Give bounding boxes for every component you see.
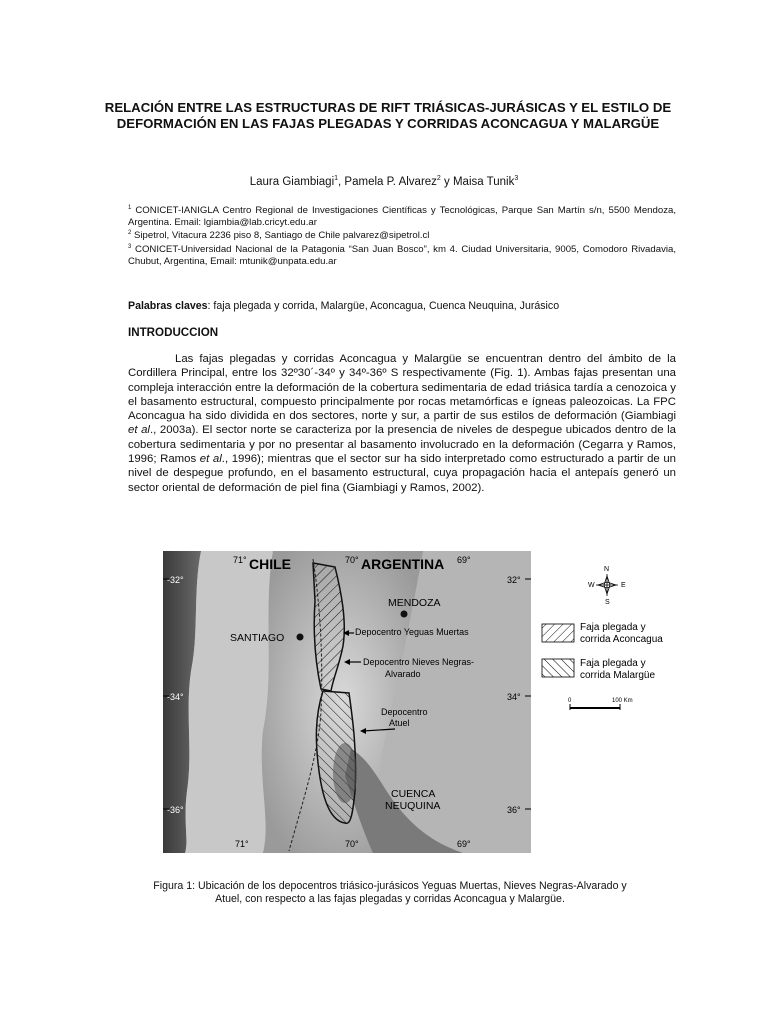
section-heading: INTRODUCCION — [128, 326, 219, 339]
map-legend — [540, 562, 690, 722]
country-label: CHILE — [249, 556, 291, 572]
city-label: MENDOZA — [388, 597, 441, 609]
author-name: y Maisa Tunik — [440, 175, 515, 188]
lat-label: -36° — [167, 805, 184, 815]
affiliation-1: $^1$ CONICET-IANIGLA Centro Regional de Investigaciones Científicas y Tecnológicas, Parque San Martín s/n, 5500 Mendoza, Argentina. Email: lgiambia@lab.cricyt.edu.ar — [128, 205, 676, 228]
compass-east: E — [621, 582, 626, 589]
figure-caption: Figura 1: Ubicación de los depocentros triásico-jurásicos Yeguas Muertas, Nieves Negras-Alvarado y Atuel, con respecto a las fajas plegadas y corridas Aconcagua y Malargüe. — [153, 880, 627, 905]
affiliation-marker: 3 — [514, 175, 519, 182]
author-list — [0, 175, 768, 188]
lon-label: 71° — [235, 839, 249, 849]
author-name: , Pamela P. Alvarez — [338, 175, 437, 188]
depocenter-label: Depocentro Yeguas Muertas — [355, 627, 469, 637]
depocenter-label: Depocentro Nieves Negras- — [363, 657, 475, 667]
lon-label: 71° — [233, 555, 247, 565]
scale-bar — [570, 704, 620, 710]
keywords — [128, 300, 676, 312]
lat-label: 36° — [507, 805, 521, 815]
legend-label: Faja plegada y — [580, 622, 646, 633]
legend-label: corrida Aconcagua — [580, 634, 663, 645]
keywords-text: : faja plegada y corrida, Malargüe, Aconcagua, Cuenca Neuquina, Jurásico — [207, 300, 560, 312]
legend-label: Faja plegada y — [580, 658, 646, 669]
city-label: SANTIAGO — [230, 632, 285, 644]
legend-swatch-malargue — [542, 659, 574, 677]
legend-label: corrida Malargüe — [580, 670, 656, 681]
location-map — [163, 551, 531, 853]
depocenter-label: Alvarado — [385, 669, 421, 679]
affiliation-marker: 2 — [436, 175, 441, 182]
depocenter-label: Depocentro — [381, 707, 428, 717]
keywords-label: Palabras claves — [128, 300, 208, 312]
lon-label: 70° — [345, 555, 359, 565]
country-label: ARGENTINA — [361, 556, 445, 572]
lon-label: 70° — [345, 839, 359, 849]
lat-label: 32° — [507, 575, 521, 585]
affiliation-2: $^2$ Sipetrol, Vitacura 2236 piso 8, Santiago de Chile palvarez@sipetrol.cl — [128, 230, 430, 242]
affiliation-3: $^3$ CONICET-Universidad Nacional de la Patagonia “San Juan Bosco”, km 4. Ciudad Universitaria, 9005, Comodoro Rivadavia, Chubut, Argentina, Email: mtunik@unpata.edu.ar — [128, 244, 676, 267]
compass-icon — [596, 574, 618, 596]
author-name: Laura Giambiagi — [249, 175, 335, 188]
compass-south: S — [605, 599, 610, 606]
lon-label: 69° — [457, 555, 471, 565]
legend-swatch-aconcagua — [542, 624, 574, 642]
depocenter-label: Atuel — [389, 718, 410, 728]
lat-label: -32° — [167, 575, 184, 585]
lon-label: 69° — [457, 839, 471, 849]
compass-north: N — [604, 566, 610, 573]
affiliations — [128, 203, 676, 268]
scale-label: 100 Km — [612, 698, 633, 704]
lat-label: 34° — [507, 692, 521, 702]
intro-paragraph: Las fajas plegadas y corridas Aconcagua y Malargüe se encuentran dentro del ámbito de la Cordillera Principal, entre los 32º30´-34º y 34º-36º S respectivamente (Fig. 1). Ambas fajas presentan una compleja interacción entre la deformación de la cobertura sedimentaria de edad triásica tardía a cenozoica y el basamento estructural, compuesto principalmente por rocas metamórficas e ígneas paleozoicas. La FPC Aconcagua ha sido dividida en dos sectores, norte y sur, a partir de sus estilos de deformación (Giambiagi et al., 2003a). El sector norte se caracteriza por la presencia de niveles de despegue ubicados dentro de la cobertura sedimentaria y por no presentar al basamento involucrado en la deformación (Cegarra y Ramos, 1996; Ramos et al., 1996); mientras que el sector sur ha sido interpretado como estructurado a partir de un nivel de despegue profundo, en el basamento estructural, cuya propagación hacia el antepaís generó un sector oriental de deformación de piel fina (Giambiagi y Ramos, 2002). — [128, 353, 677, 494]
basin-label: NEUQUINA — [385, 800, 441, 812]
paper-title: RELACIÓN ENTRE LAS ESTRUCTURAS DE RIFT TRIÁSICAS-JURÁSICAS Y EL ESTILO DE DEFORMACIÓN EN LAS FAJAS PLEGADAS Y CORRIDAS ACONCAGUA Y MALARGÜE — [104, 100, 672, 131]
compass-west: W — [588, 582, 595, 589]
affiliation-marker: 1 — [334, 175, 339, 182]
lat-label: -34° — [167, 692, 184, 702]
scale-label: 0 — [568, 698, 572, 704]
basin-label: CUENCA — [391, 788, 436, 800]
